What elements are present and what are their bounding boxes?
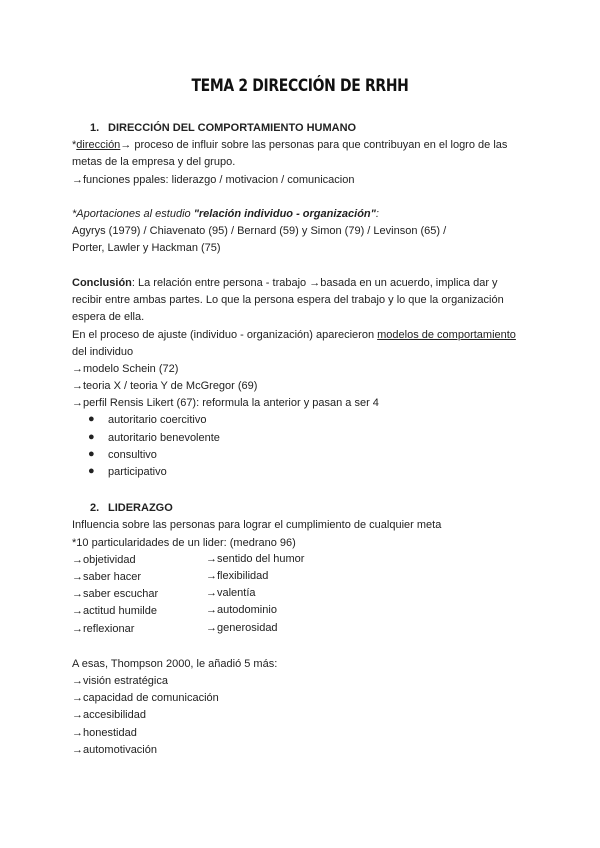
ajuste-link: modelos de comportamiento <box>377 329 516 341</box>
trait-col2: →sentido del humor <box>206 553 305 565</box>
trait-col1: →saber hacer <box>72 571 142 583</box>
conclusion-line-2: recibir entre ambas partes. Lo que la persona espera del trabajo y lo que la organización <box>72 294 504 306</box>
list-item: consultivo <box>108 449 157 461</box>
model-likert: →perfil Rensis Likert (67): reformula la anterior y pasan a ser 4 <box>72 397 379 409</box>
list-item: autoritario coercitivo <box>108 414 207 426</box>
trait-col1: →objetividad <box>72 554 136 566</box>
aport-bold: "relación individuo - organización" <box>193 208 376 220</box>
ajuste-text: En el proceso de ajuste (individuo - organización) aparecieron <box>72 329 378 341</box>
list-item: participativo <box>108 466 167 478</box>
def-star: * <box>72 139 77 151</box>
aportaciones-line <box>72 207 379 221</box>
aport-suffix: : <box>375 208 379 220</box>
model-mcgregor: →teoria X / teoria Y de McGregor (69) <box>72 380 258 392</box>
extra-trait: →accesibilidad <box>72 709 146 721</box>
particularidades-line: *10 particularidades de un lider: (medrano 96) <box>72 537 296 549</box>
section2-number: 2. <box>90 502 100 514</box>
page-title: TEMA 2 DIRECCIÓN DE RRHH <box>191 76 409 96</box>
def-text: → proceso de influir sobre las personas para que contribuyan en el logro de las <box>120 139 508 151</box>
def-text-2: metas de la empresa y del grupo. <box>72 156 236 168</box>
authors-line-1: Agyrys (1979) / Chiavenato (95) / Bernard (59) y Simon (79) / Levinson (65) / <box>72 225 447 237</box>
conclusion-text: : La relación entre persona - trabajo →basada en un acuerdo, implica dar y <box>131 277 498 289</box>
trait-col2: →autodominio <box>206 604 277 616</box>
conclusion-line <box>72 276 498 290</box>
thompson-line: A esas, Thompson 2000, le añadió 5 más: <box>72 658 278 670</box>
trait-col2: →generosidad <box>206 622 278 634</box>
ajuste-line <box>72 328 516 342</box>
conclusion-line-3: espera de ella. <box>72 311 145 323</box>
list-item: autoritario benevolente <box>108 432 220 444</box>
model-schein: →modelo Schein (72) <box>72 363 179 375</box>
bullet-dot: ● <box>88 465 95 477</box>
trait-col2: →valentía <box>206 587 256 599</box>
def-term: dirección <box>76 139 121 151</box>
extra-trait: →visión estratégica <box>72 675 168 687</box>
trait-col1: →actitud humilde <box>72 605 157 617</box>
section2-heading: LIDERAZGO <box>108 502 173 514</box>
aport-prefix: *Aportaciones al estudio <box>72 208 194 220</box>
bullet-dot: ● <box>88 413 95 425</box>
section1-heading: DIRECCIÓN DEL COMPORTAMIENTO HUMANO <box>108 122 357 134</box>
conclusion-label: Conclusión <box>72 277 132 289</box>
authors-line-2: Porter, Lawler y Hackman (75) <box>72 242 221 254</box>
extra-trait: →honestidad <box>72 727 137 739</box>
trait-col2: →flexibilidad <box>206 570 269 582</box>
ajuste-line-2: del individuo <box>72 346 134 358</box>
liderazgo-intro: Influencia sobre las personas para lograr el cumplimiento de cualquier meta <box>72 519 442 531</box>
bullet-dot: ● <box>88 431 95 443</box>
trait-col1: →saber escuchar <box>72 588 159 600</box>
extra-trait: →automotivación <box>72 744 157 756</box>
section1-number: 1. <box>90 122 100 134</box>
trait-col1: →reflexionar <box>72 623 135 635</box>
bullet-dot: ● <box>88 448 95 460</box>
definition-line <box>72 138 507 152</box>
functions-line: →funciones ppales: liderazgo / motivacion / comunicacion <box>72 174 355 186</box>
extra-trait: →capacidad de comunicación <box>72 692 219 704</box>
